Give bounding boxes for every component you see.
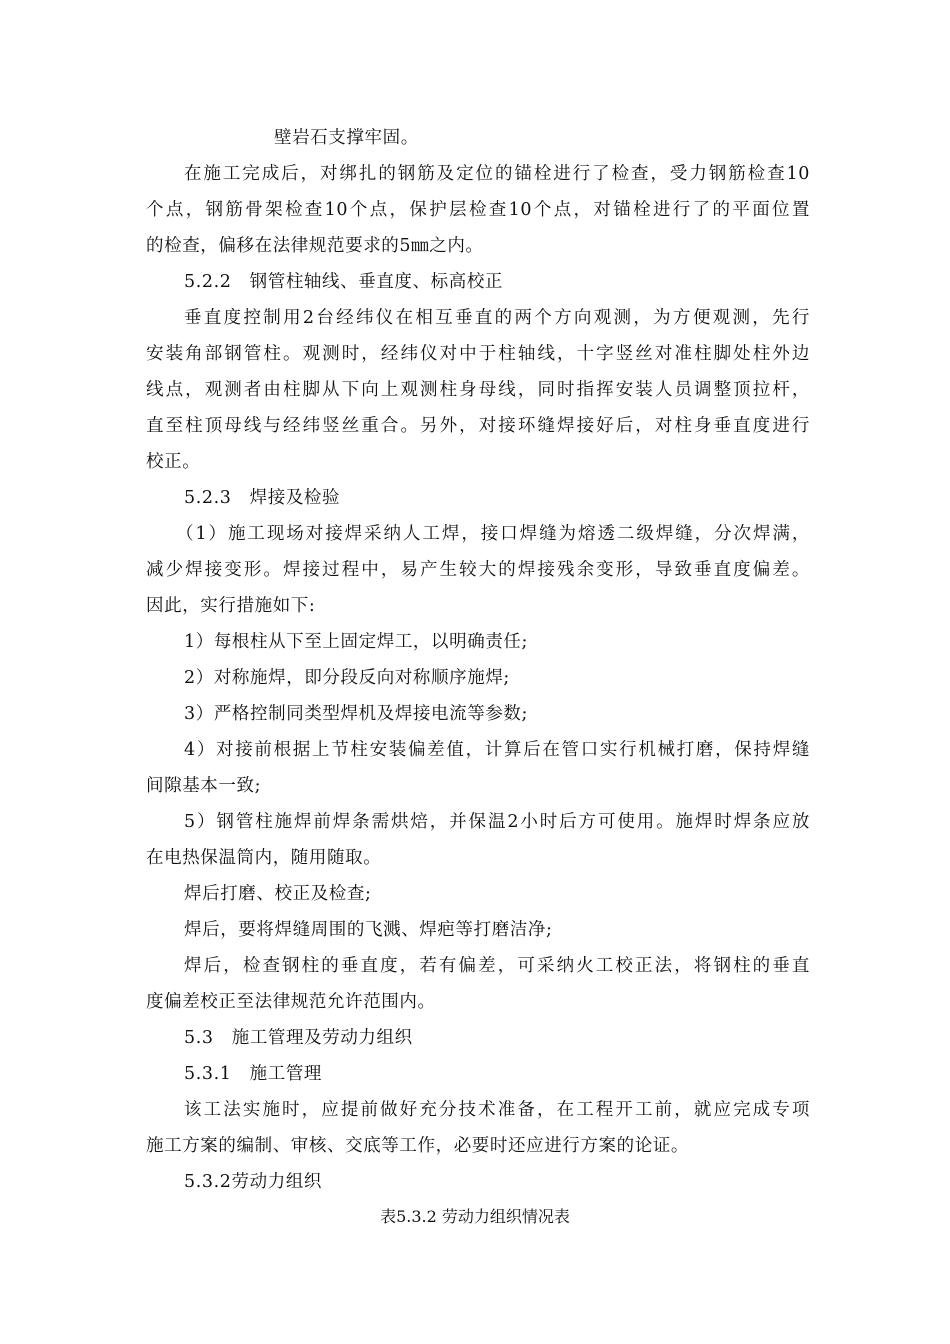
text-line: 垂直度控制用2台经纬仪在相互垂直的两个方向观测，为方便观测，先行 — [184, 308, 810, 328]
text-line: 在电热保温筒内，随用随取。 — [146, 848, 382, 868]
text-line: 该工法实施时，应提前做好充分技术准备，在工程开工前，就应完成专项 — [184, 1100, 810, 1120]
text-line: 校正。 — [146, 452, 201, 472]
list-item: 3）严格控制同类型焊机及焊接电流等参数; — [184, 704, 529, 724]
text-line: 间隙基本一致; — [146, 776, 262, 796]
text-line: 因此，实行措施如下: — [146, 596, 316, 616]
text-line: 焊后，检查钢柱的垂直度，若有偏差，可采纳火工校正法，将钢柱的垂直 — [184, 956, 810, 976]
text-line: 施工方案的编制、审核、交底等工作，必要时还应进行方案的论证。 — [146, 1136, 689, 1156]
section-heading: 5.3.2劳动力组织 — [184, 1172, 323, 1192]
text-line: 焊后打磨、校正及检查; — [184, 884, 372, 904]
text-line: 直至柱顶母线与经纬竖丝重合。另外，对接环缝焊接好后，对柱身垂直度进行 — [146, 416, 810, 436]
table-caption: 表5.3.2 劳动力组织情况表 — [380, 1207, 570, 1226]
section-heading: 5.3 施工管理及劳动力组织 — [184, 1028, 413, 1048]
list-item: 1）每根柱从下至上固定焊工，以明确责任; — [184, 632, 529, 652]
section-heading: 5.2.3 焊接及检验 — [184, 488, 341, 508]
text-line: 度偏差校正至法律规范允许范围内。 — [146, 992, 436, 1012]
section-heading: 5.3.1 施工管理 — [184, 1064, 323, 1084]
text-line: 焊后，要将焊缝周围的飞溅、焊疤等打磨洁净; — [184, 920, 553, 940]
list-item: 5）钢管柱施焊前焊条需烘焙，并保温2小时后方可使用。施焊时焊条应放 — [184, 812, 810, 832]
text-line: 的检查，偏移在法律规范要求的5㎜之内。 — [146, 236, 484, 256]
list-item: 2）对称施焊，即分段反向对称顺序施焊; — [184, 668, 510, 688]
text-line: 安装角部钢管柱。观测时，经纬仪对中于柱轴线，十字竖丝对准柱脚处柱外边 — [146, 344, 810, 364]
text-line: 减少焊接变形。焊接过程中，易产生较大的焊接残余变形，导致垂直度偏差。 — [146, 560, 810, 580]
section-heading: 5.2.2 钢管柱轴线、垂直度、标高校正 — [184, 272, 504, 292]
text-line: 个点，钢筋骨架检查10个点，保护层检查10个点，对锚栓进行了的平面位置 — [146, 200, 810, 220]
text-line: 壁岩石支撑牢固。 — [274, 128, 419, 148]
text-line: （1）施工现场对接焊采纳人工焊，接口焊缝为熔透二级焊缝，分次焊满， — [176, 524, 810, 544]
text-line: 线点，观测者由柱脚从下向上观测柱身母线，同时指挥安装人员调整顶拉杆， — [146, 380, 810, 400]
list-item: 4）对接前根据上节柱安装偏差值，计算后在管口实行机械打磨，保持焊缝 — [184, 740, 810, 760]
text-line: 在施工完成后，对绑扎的钢筋及定位的锚栓进行了检查，受力钢筋检查10 — [184, 164, 810, 184]
